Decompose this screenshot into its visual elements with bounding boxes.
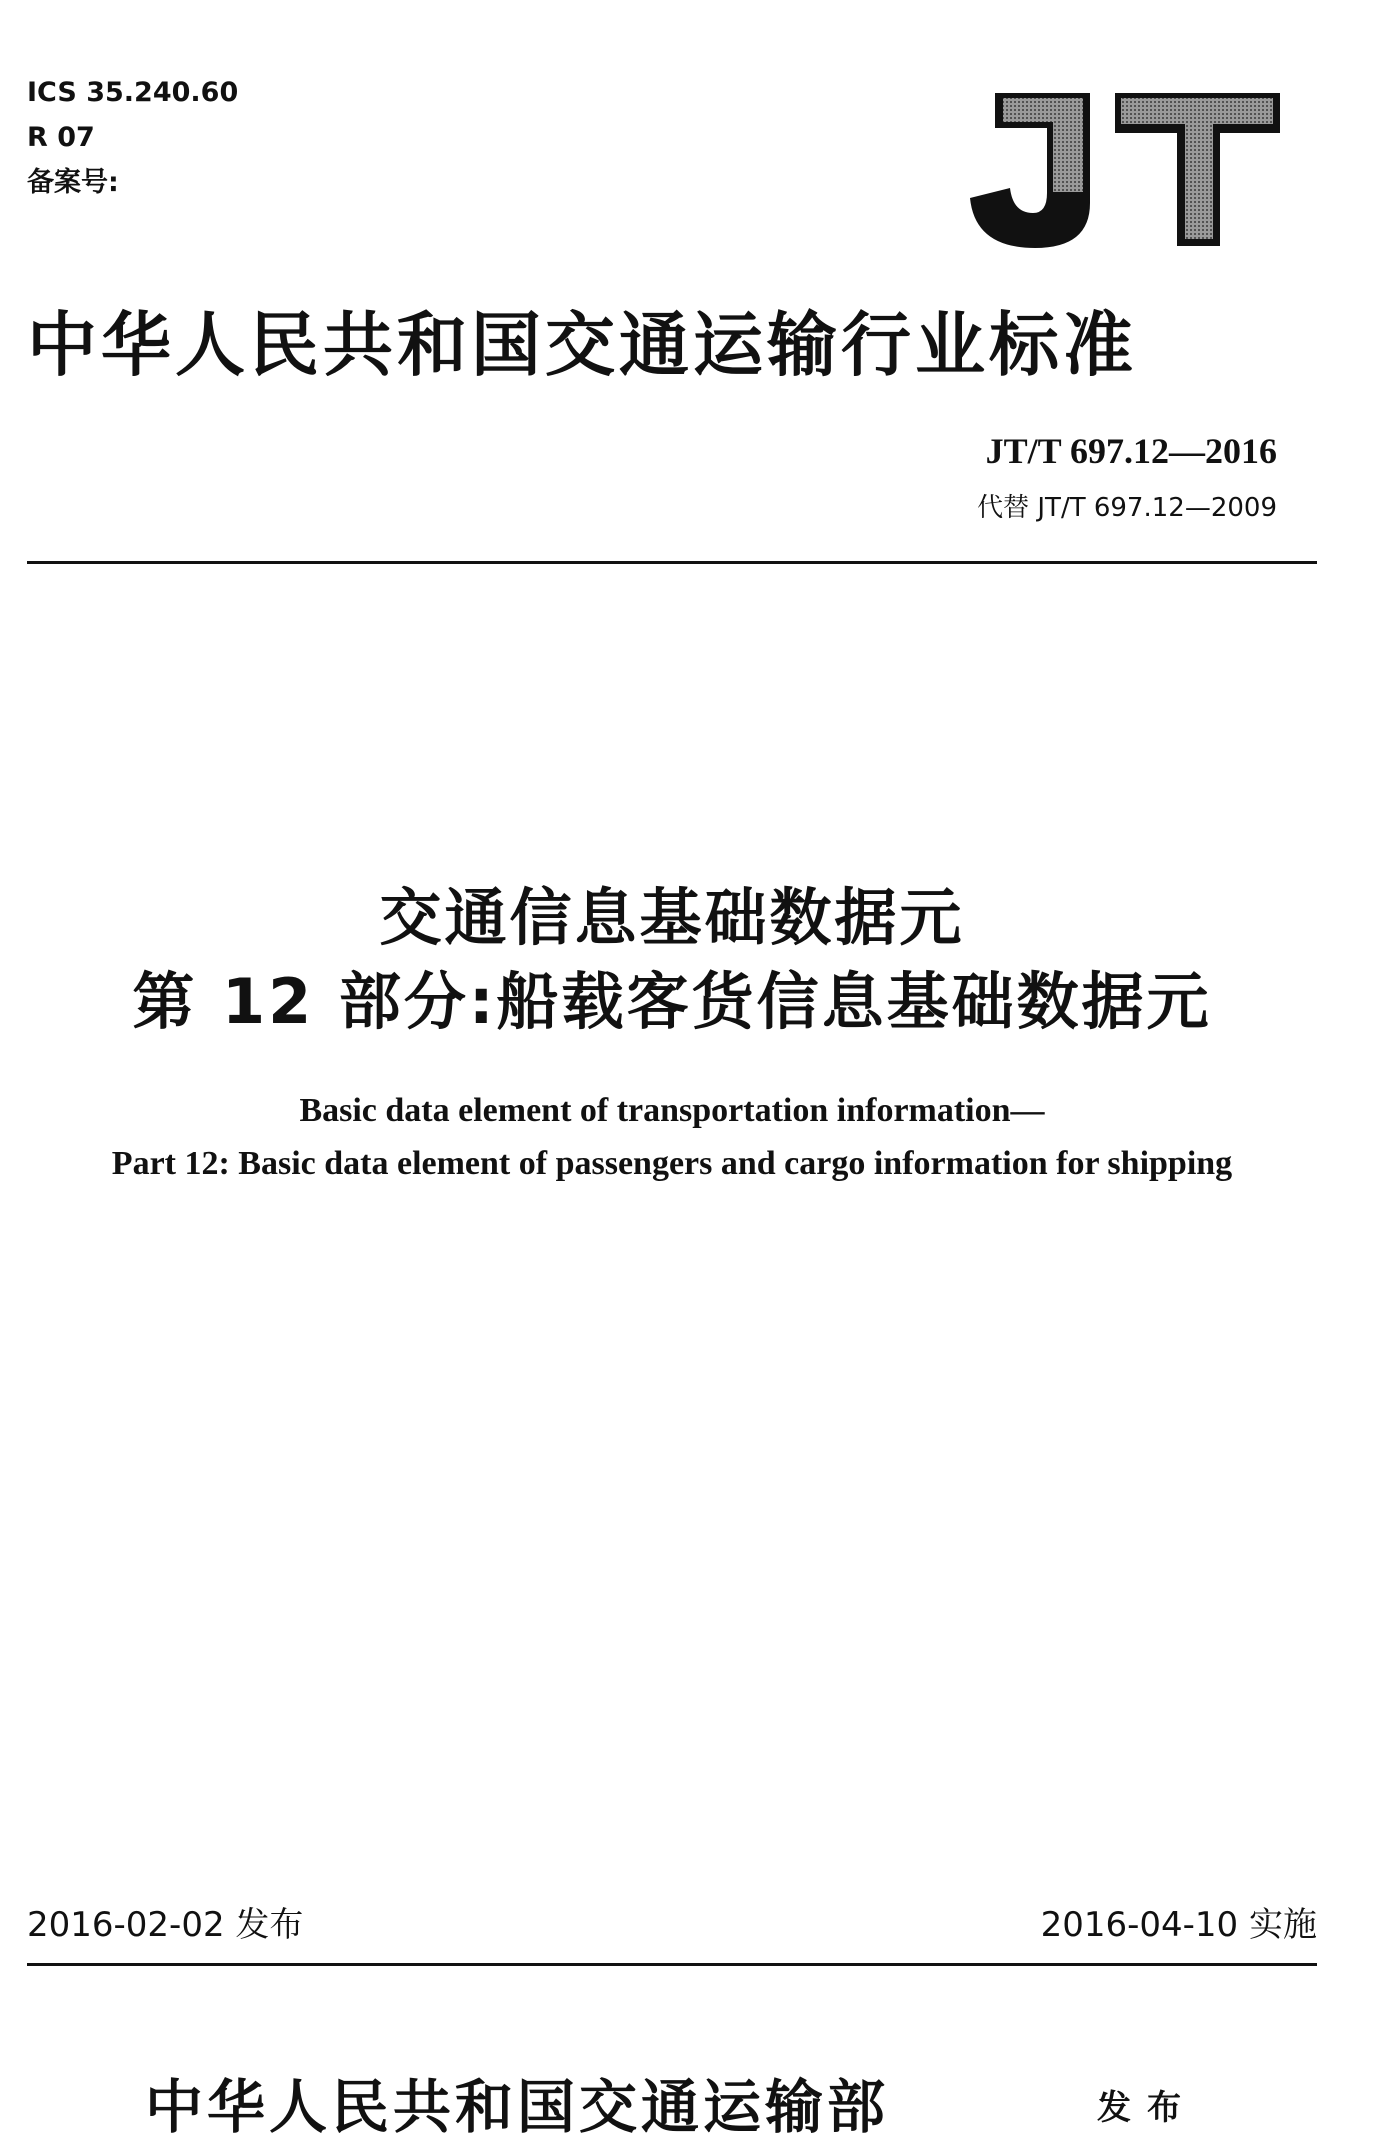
bottom-divider xyxy=(27,1963,1317,1966)
document-metadata xyxy=(27,70,238,205)
filing-number-label: 备案号: xyxy=(27,167,119,198)
replaced-standard: 代替 JT/T 697.12—2009 xyxy=(977,493,1277,523)
agency-standard-title: 中华人民共和国交通运输行业标准 xyxy=(27,303,1137,386)
title-chinese-line-2: 第 12 部分:船载客货信息基础数据元 xyxy=(132,965,1212,1038)
top-divider xyxy=(27,561,1317,564)
standard-number: JT/T 697.12—2016 xyxy=(985,431,1277,471)
publish-label: 发布 xyxy=(1097,2088,1197,2128)
jt-logo xyxy=(965,88,1285,253)
title-english-line-1: Basic data element of transportation information— xyxy=(299,1092,1045,1129)
publisher-name: 中华人民共和国交通运输部 xyxy=(145,2073,890,2141)
implementation-date: 2016-04-10 实施 xyxy=(1040,1905,1317,1945)
issue-date: 2016-02-02 发布 xyxy=(27,1905,304,1945)
title-english-line-2: Part 12: Basic data element of passengers and cargo information for shipping xyxy=(111,1145,1233,1182)
title-chinese-line-1: 交通信息基础数据元 xyxy=(379,881,965,954)
classification-code: R 07 xyxy=(27,122,95,153)
ics-code: ICS 35.240.60 xyxy=(27,77,239,108)
